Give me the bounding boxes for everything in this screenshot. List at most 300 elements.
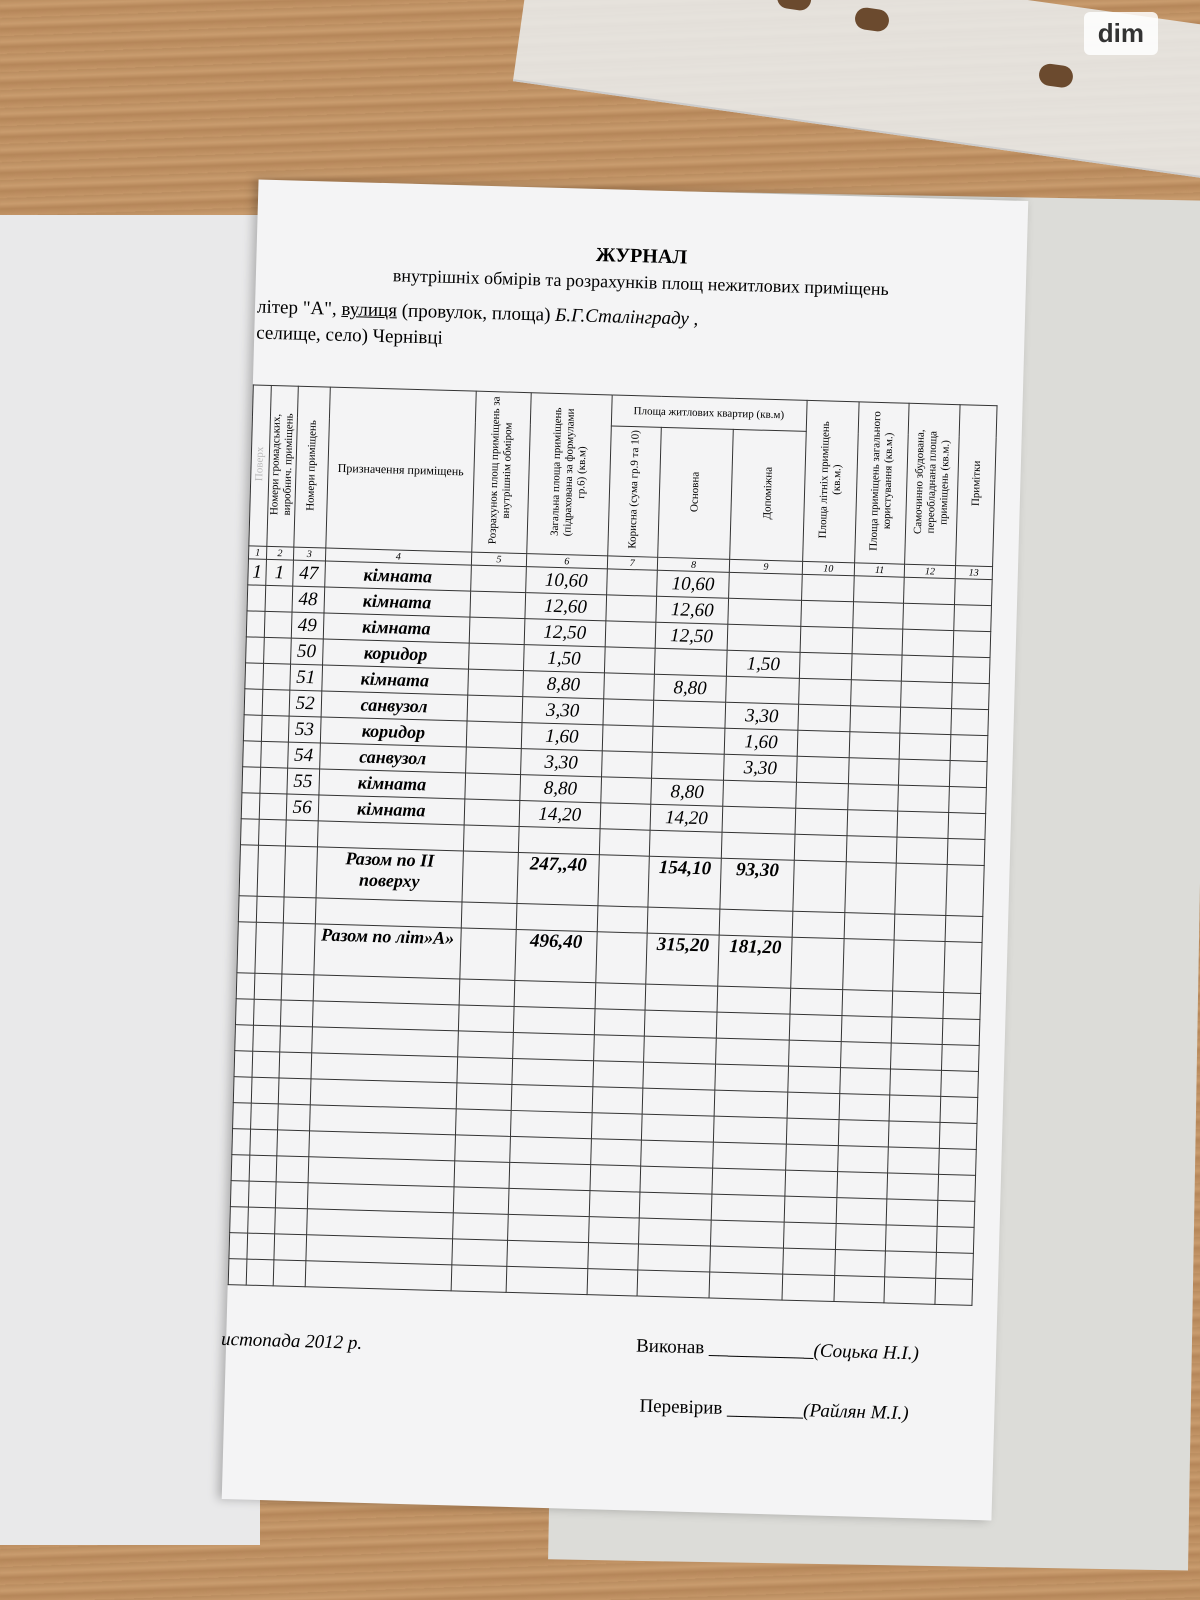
table-cell (641, 1114, 714, 1142)
table-cell (897, 837, 948, 864)
table-cell (278, 1078, 311, 1105)
aux-area (723, 780, 796, 808)
table-cell (459, 979, 515, 1007)
main-area: 154,10 (648, 856, 722, 909)
table-cell (847, 810, 898, 837)
table-cell (782, 1274, 835, 1301)
header-notes: Примітки (969, 460, 983, 507)
main-area (653, 700, 726, 728)
table-cell (284, 846, 318, 898)
total-area: 12,50 (524, 619, 605, 647)
table-cell (638, 1218, 711, 1246)
table-cell (711, 1220, 784, 1248)
table-cell (792, 911, 845, 938)
table-cell (276, 1156, 309, 1183)
table-cell (232, 1129, 251, 1155)
table-cell (273, 1260, 306, 1287)
table-cell (310, 1079, 457, 1109)
city-line: селище, село) Чернівці (255, 322, 444, 349)
table-cell (943, 992, 981, 1019)
journal-page (222, 180, 1029, 1521)
room-purpose: кімната (319, 769, 466, 799)
table-cell (511, 1084, 592, 1112)
table-cell (890, 1069, 941, 1096)
table-cell (248, 1207, 275, 1234)
table-cell (602, 725, 653, 752)
table-cell (506, 1266, 587, 1294)
aux-area: 93,30 (720, 858, 794, 911)
table-cell (518, 827, 599, 855)
table-cell (249, 1155, 276, 1182)
table-cell (642, 1088, 715, 1116)
table-cell (938, 1148, 976, 1175)
table-cell (589, 1165, 640, 1192)
aux-area (729, 572, 802, 600)
table-cell (795, 782, 848, 809)
table-cell (637, 1270, 710, 1298)
table-cell (597, 906, 648, 933)
table-cell (796, 756, 849, 783)
main-area: 12,60 (656, 596, 729, 624)
floor-cell (242, 767, 261, 793)
table-cell (313, 975, 460, 1005)
table-cell (252, 1051, 279, 1078)
table-cell (897, 811, 948, 838)
table-cell (943, 941, 982, 993)
table-cell (251, 1103, 278, 1130)
table-cell (902, 655, 953, 682)
header-calculation: Розрахунок площ приміщень за внутрішнім обміром (486, 396, 515, 545)
main-area: 12,50 (655, 622, 728, 650)
table-cell (940, 1070, 978, 1097)
table-cell (843, 939, 895, 991)
total-area: 3,30 (521, 749, 602, 777)
total-area: 12,60 (525, 593, 606, 621)
address-prefix: літер "А", (256, 296, 342, 320)
group-cell (263, 663, 290, 690)
table-cell (457, 1031, 513, 1059)
table-cell (840, 1068, 891, 1095)
table-cell (785, 1170, 838, 1197)
table-cell (458, 1005, 514, 1033)
table-cell (507, 1240, 588, 1268)
table-cell (892, 1017, 943, 1044)
table-cell (852, 628, 903, 655)
floor-cell: 1 (248, 559, 267, 585)
column-number: 5 (471, 552, 527, 567)
table-cell (235, 1025, 254, 1051)
table-cell (893, 940, 945, 992)
table-cell (945, 864, 984, 916)
floor-cell (241, 793, 260, 819)
table-cell (838, 1120, 889, 1147)
total-area: 10,60 (526, 567, 607, 595)
column-number: 12 (905, 564, 956, 578)
table-cell (259, 819, 286, 846)
table-cell (837, 1172, 888, 1199)
table-cell (305, 1261, 452, 1291)
table-cell (849, 732, 900, 759)
table-cell (889, 1095, 940, 1122)
table-cell (467, 695, 523, 723)
table-cell (235, 999, 254, 1025)
table-cell (951, 709, 989, 736)
table-cell (465, 773, 521, 801)
table-cell (605, 621, 656, 648)
room-number: 54 (287, 742, 320, 769)
main-area (654, 648, 727, 676)
table-cell (848, 784, 899, 811)
table-cell (941, 1044, 979, 1071)
total-area: 1,50 (523, 645, 604, 673)
table-cell (800, 626, 853, 653)
table-cell (942, 1018, 980, 1045)
table-cell (307, 1183, 454, 1213)
street-rest: (провулок, площа) (396, 300, 556, 326)
table-cell (317, 821, 464, 851)
table-cell (277, 1104, 310, 1131)
table-cell (793, 860, 847, 912)
table-cell (603, 673, 654, 700)
table-cell (601, 751, 652, 778)
header-room-numbers: Номери приміщень (304, 419, 319, 511)
column-number: 1 (248, 546, 266, 560)
table-cell (457, 1057, 513, 1085)
table-cell (508, 1188, 589, 1216)
table-cell (887, 1199, 938, 1226)
table-cell (593, 1035, 644, 1062)
table-cell (454, 1135, 510, 1163)
table-cell (600, 803, 651, 830)
table-cell (786, 1118, 839, 1145)
table-cell (903, 603, 954, 630)
room-number: 52 (289, 690, 322, 717)
table-cell (508, 1214, 589, 1242)
table-cell (709, 1272, 782, 1300)
table-cell (716, 1038, 789, 1066)
street-name: Б.Г.Сталінграду , (554, 304, 699, 330)
group-cell (265, 585, 292, 612)
table-cell (889, 1121, 940, 1148)
table-cell (951, 683, 989, 710)
aux-area: 3,30 (724, 754, 797, 782)
main-area (651, 752, 724, 780)
room-number: 53 (288, 716, 321, 743)
table-cell (839, 1094, 890, 1121)
table-cell (513, 1032, 594, 1060)
table-cell (470, 565, 526, 593)
table-cell (255, 922, 283, 974)
table-cell (251, 1077, 278, 1104)
table-cell (452, 1239, 508, 1267)
aux-area (728, 598, 801, 626)
total-area: 8,80 (520, 775, 601, 803)
table-cell (790, 937, 844, 989)
table-cell (898, 785, 949, 812)
table-cell (274, 1208, 307, 1235)
table-cell (306, 1235, 453, 1265)
table-cell (787, 1092, 840, 1119)
column-number: 3 (293, 547, 326, 561)
table-cell (468, 643, 524, 671)
table-cell (247, 1233, 274, 1260)
table-cell (794, 834, 847, 861)
table-cell (948, 787, 986, 814)
table-cell (273, 1234, 306, 1261)
table-cell (799, 652, 852, 679)
table-cell (902, 629, 953, 656)
table-cell (891, 1043, 942, 1070)
table-cell (647, 907, 720, 935)
table-cell (853, 602, 904, 629)
aux-area: 1,50 (727, 650, 800, 678)
table-cell (845, 862, 897, 914)
main-area: 315,20 (646, 933, 720, 986)
floor-cell (243, 715, 262, 741)
table-cell (884, 1277, 935, 1304)
group-cell (264, 637, 291, 664)
table-cell (797, 730, 850, 757)
table-cell (306, 1209, 453, 1239)
table-cell (595, 983, 646, 1010)
table-cell (465, 747, 521, 775)
table-cell (886, 1225, 937, 1252)
date: истопада 2012 р. (220, 1328, 363, 1354)
table-cell (790, 988, 843, 1015)
table-cell (904, 577, 955, 604)
total-area: 496,40 (515, 929, 597, 982)
table-cell (643, 1036, 716, 1064)
header-living-area: Площа житлових квартир (кв.м) (611, 395, 807, 432)
column-number: 10 (802, 561, 855, 575)
table-cell (835, 1224, 886, 1251)
table-cell (714, 1116, 787, 1144)
table-cell (945, 915, 983, 942)
table-cell (233, 1103, 252, 1129)
table-cell (315, 898, 462, 928)
table-cell (935, 1252, 973, 1279)
header-purpose: Призначення приміщень (326, 387, 476, 552)
room-number: 56 (286, 794, 319, 821)
table-cell (236, 973, 255, 999)
table-cell (895, 863, 947, 915)
main-area: 14,20 (650, 804, 723, 832)
room-number: 51 (289, 664, 322, 691)
total-area: 1,60 (521, 723, 602, 751)
table-cell (953, 631, 991, 658)
header-summer: Площа літніх приміщень (кв.м.) (816, 420, 844, 539)
table-cell (587, 1243, 638, 1270)
performed-label: Виконав (635, 1335, 705, 1359)
table-cell (257, 845, 285, 897)
table-cell (589, 1191, 640, 1218)
table-cell (948, 813, 986, 840)
table-cell (470, 591, 526, 619)
total-label: Разом по II поверху (316, 847, 463, 902)
column-number: 8 (657, 557, 730, 572)
group-cell (264, 611, 291, 638)
table-cell (454, 1161, 510, 1189)
column-number: 2 (267, 546, 294, 560)
table-cell (592, 1087, 643, 1114)
group-cell (259, 793, 286, 820)
table-cell (841, 1042, 892, 1069)
table-cell (587, 1269, 638, 1296)
table-cell (463, 825, 519, 853)
table-cell (600, 777, 651, 804)
table-cell (254, 999, 281, 1026)
table-cell (939, 1122, 977, 1149)
table-cell (230, 1207, 249, 1233)
table-cell (240, 819, 259, 845)
table-cell (782, 1248, 835, 1275)
table-cell (592, 1061, 643, 1088)
group-cell: 1 (266, 559, 293, 586)
table-cell (230, 1181, 249, 1207)
table-cell (899, 759, 950, 786)
table-cell (516, 904, 597, 932)
table-cell (285, 820, 318, 847)
table-cell (788, 1066, 841, 1093)
table-cell (953, 605, 991, 632)
table-cell (887, 1173, 938, 1200)
floor-cell (247, 585, 266, 611)
table-cell (639, 1192, 712, 1220)
table-cell (714, 1090, 787, 1118)
table-cell (246, 1259, 273, 1286)
table-cell (308, 1157, 455, 1187)
table-cell (644, 1010, 717, 1038)
table-cell (643, 1062, 716, 1090)
room-number: 50 (290, 638, 323, 665)
table-cell (844, 913, 895, 940)
table-cell (599, 829, 650, 856)
table-cell (888, 1147, 939, 1174)
punch-hole (776, 0, 813, 12)
room-number: 48 (292, 586, 325, 613)
column-number: 7 (607, 556, 658, 570)
table-cell (954, 579, 992, 606)
table-cell (311, 1053, 458, 1083)
doc-subtitle: внутрішніх обмірів та розрахунків площ нежитлових приміщень (392, 265, 890, 300)
table-cell (838, 1146, 889, 1173)
group-cell (260, 767, 287, 794)
table-cell (510, 1136, 591, 1164)
column-number: 13 (955, 566, 993, 580)
total-area: 3,30 (522, 697, 603, 725)
table-cell (604, 647, 655, 674)
table-cell (605, 595, 656, 622)
table-cell (717, 1012, 790, 1040)
table-cell (785, 1144, 838, 1171)
table-cell (936, 1226, 974, 1253)
table-cell (452, 1213, 508, 1241)
table-cell (455, 1109, 511, 1137)
table-cell (851, 654, 902, 681)
table-cell (801, 574, 854, 601)
group-cell (262, 715, 289, 742)
table-cell (789, 1014, 842, 1041)
watermark-logo: dim (1084, 12, 1158, 55)
table-cell (239, 845, 259, 896)
header-floor: Поверх (253, 446, 267, 482)
checked-name: (Райлян М.І.) (802, 1400, 909, 1425)
table-cell (950, 735, 988, 762)
table-cell (719, 909, 792, 937)
table-cell (460, 928, 517, 981)
floor-cell (246, 611, 265, 637)
table-cell (462, 851, 519, 904)
table-cell (275, 1182, 308, 1209)
room-number: 47 (292, 560, 325, 587)
measurements-table (228, 384, 998, 1305)
aux-area (722, 806, 795, 834)
table-cell (722, 832, 795, 860)
room-purpose: коридор (320, 717, 467, 747)
table-cell (935, 1278, 973, 1305)
column-number: 9 (730, 559, 803, 574)
punch-hole (854, 6, 891, 33)
aux-area: 3,30 (725, 702, 798, 730)
floor-cell (245, 663, 264, 689)
table-cell (590, 1139, 641, 1166)
header-useful: Корисна (сума гр.9 та 10) (626, 430, 642, 550)
table-cell (253, 1025, 280, 1052)
column-number: 11 (854, 563, 905, 577)
table-cell (279, 1026, 312, 1053)
room-number: 55 (286, 768, 319, 795)
table-cell (591, 1113, 642, 1140)
main-area: 10,60 (656, 570, 729, 598)
table-cell (795, 808, 848, 835)
table-cell (461, 902, 517, 930)
table-cell (233, 1077, 252, 1103)
table-cell (513, 1006, 594, 1034)
total-area: 247,,40 (517, 853, 599, 906)
table-cell (947, 839, 985, 866)
table-cell (892, 991, 943, 1018)
table-cell (279, 1052, 312, 1079)
table-cell (711, 1194, 784, 1222)
table-cell (940, 1096, 978, 1123)
table-cell (713, 1142, 786, 1170)
table-cell (640, 1166, 713, 1194)
table-cell (276, 1130, 309, 1157)
header-common: Площа приміщень загального користування (кв.м.) (867, 410, 896, 551)
table-cell (641, 1140, 714, 1168)
column-number: 4 (325, 548, 471, 565)
table-cell (606, 569, 657, 596)
checked-label: Перевірив (639, 1395, 723, 1419)
performed-name: (Соцька Н.І.) (813, 1340, 920, 1365)
table-cell (280, 1000, 313, 1027)
table-cell (836, 1198, 887, 1225)
room-purpose: кімната (324, 561, 471, 591)
table-cell (250, 1129, 277, 1156)
room-number: 49 (291, 612, 324, 639)
table-cell (309, 1105, 456, 1135)
header-total-area: Загальна площа приміщень (підрахована за формулами гр.6) (кв.м) (548, 407, 589, 537)
table-cell (466, 721, 522, 749)
table-cell (509, 1162, 590, 1190)
header-main: Основна (688, 471, 702, 512)
room-purpose: санвузол (321, 691, 468, 721)
table-cell (256, 896, 283, 923)
main-area: 8,80 (651, 778, 724, 806)
aux-area: 1,60 (724, 728, 797, 756)
table-cell (900, 733, 951, 760)
table-cell (788, 1040, 841, 1067)
